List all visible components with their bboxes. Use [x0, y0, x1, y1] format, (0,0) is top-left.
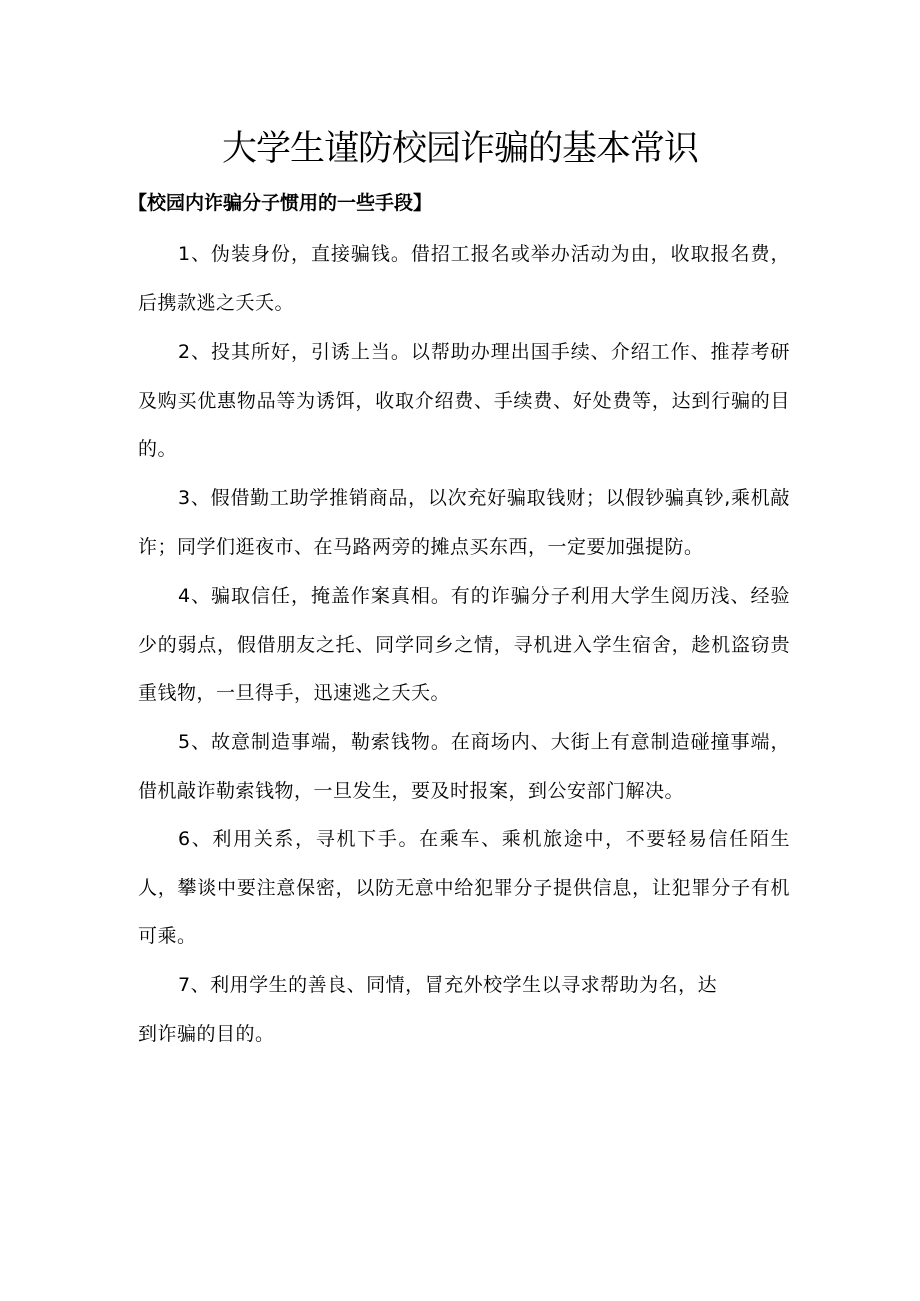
paragraph-3: 3、假借勤工助学推销商品，以次充好骗取钱财；以假钞骗真钞,乘机敲诈；同学们逛夜市、在马路两旁的摊点买东西，一定要加强提防。	[138, 487, 790, 558]
paragraph-2: 2、投其所好，引诱上当。以帮助办理出国手续、介绍工作、推荐考研及购买优惠物品等为诱饵，收取介绍费、手续费、好处费等，达到行骗的目的。	[138, 341, 790, 460]
paragraph-7-line-2: 到诈骗的目的。	[138, 1022, 275, 1045]
paragraph-1: 1、伪装身份，直接骗钱。借招工报名或举办活动为由，收取报名费，后携款逃之夭夭。	[138, 243, 790, 314]
paragraph-6: 6、利用关系，寻机下手。在乘车、乘机旅途中，不要轻易信任陌生人，攀谈中要注意保密，以防无意中给犯罪分子提供信息，让犯罪分子有机可乘。	[138, 828, 790, 947]
document-title: 大学生谨防校园诈骗的基本常识	[221, 129, 698, 169]
paragraph-4: 4、骗取信任，掩盖作案真相。有的诈骗分子利用大学生阅历浅、经验少的弱点，假借朋友之托、同学同乡之情，寻机进入学生宿舍，趁机盗窃贵重钱物，一旦得手，迅速逃之夭夭。	[138, 585, 790, 704]
paragraph-5: 5、故意制造事端，勒索钱物。在商场内、大街上有意制造碰撞事端，借机敲诈勒索钱物，一旦发生，要及时报案，到公安部门解决。	[138, 731, 790, 802]
section-heading: 【校园内诈骗分子惯用的一些手段】	[128, 192, 433, 214]
paragraph-7	[138, 961, 798, 1058]
paragraph-7-line-1: 7、利用学生的善良、同情，冒充外校学生以寻求帮助为名，达	[178, 974, 718, 996]
